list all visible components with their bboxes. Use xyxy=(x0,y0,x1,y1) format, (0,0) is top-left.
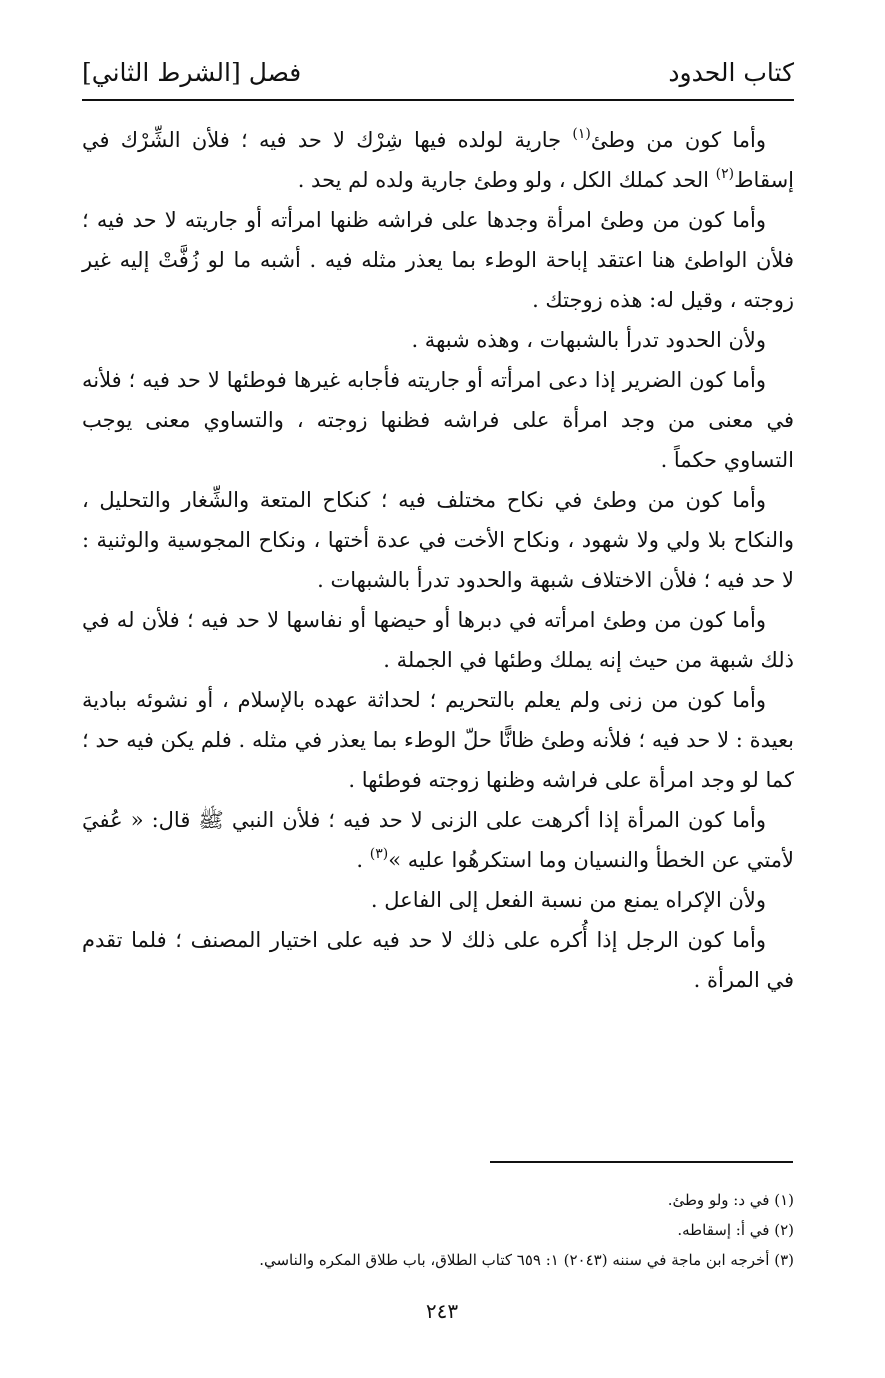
paragraph-4: وأما كون الضرير إذا دعى امرأته أو جاريته فأجابه غيرها فوطئها لا حد فيه ؛ فلأنه في معنى من وجد امرأة على فراشه فظنها زوجته ، والتساوي معنى يوجب التساوي حكماً . xyxy=(82,368,794,472)
paragraph-1-part-a: وأما كون من وطئ xyxy=(590,128,766,152)
page-number: ٢٤٣ xyxy=(425,1299,459,1323)
section-title: فصل [الشرط الثاني] xyxy=(82,58,302,87)
paragraph-3: ولأن الحدود تدرأ بالشبهات ، وهذه شبهة . xyxy=(411,328,766,352)
paragraph-8 xyxy=(82,800,794,880)
paragraph-1-part-b: جارية لولده فيها شِرْك لا حد فيه ؛ فلأن الشِّرْك في إسقاط xyxy=(82,128,794,192)
footnote-3: (٣) أخرجه ابن ماجة في سننه (٢٠٤٣) ١: ٦٥٩ كتاب الطلاق، باب طلاق المكره والناسي. xyxy=(259,1251,794,1269)
footnote-ref-2: (٢) xyxy=(715,166,735,182)
footnote-ref-1: (١) xyxy=(572,126,591,142)
paragraph-8-part-a: وأما كون المرأة إذا أكرهت على الزنى لا حد فيه ؛ فلأن النبي ﷺ قال: « عُفيَ لأمتي عن الخطأ والنسيان وما استكرهُوا عليه » xyxy=(82,808,794,872)
paragraph-2: وأما كون من وطئ امرأة وجدها على فراشه ظنها امرأته أو جاريته لا حد فيه ؛ فلأن الواطئ هنا اعتقد إباحة الوطء بما يعذر مثله فيه . أشبه ما لو زُفَّتْ إليه غير زوجته ، وقيل له: هذه زوجتك . xyxy=(82,208,794,312)
footnote-rule xyxy=(490,1161,793,1163)
paragraph-5: وأما كون من وطئ في نكاح مختلف فيه ؛ كنكاح المتعة والشِّغار والتحليل ، والنكاح بلا ولي ولا شهود ، ونكاح الأخت في عدة أختها ، ونكاح المجوسية والوثنية : لا حد فيه ؛ فلأن الاختلاف شبهة والحدود تدرأ بالشبهات . xyxy=(82,488,794,592)
footnote-1: (١) في د: ولو وطئ. xyxy=(667,1191,794,1209)
main-text xyxy=(82,120,794,1000)
paragraph-1 xyxy=(82,120,794,200)
paragraph-7: وأما كون من زنى ولم يعلم بالتحريم ؛ لحداثة عهده بالإسلام ، أو نشوئه ببادية بعيدة : لا حد فيه ؛ فلأنه وطئ ظانًّا حلّ الوطء بما يعذر في مثله . فلم يكن فيه حد ؛ كما لو وجد امرأة على فراشه وظنها زوجته فوطئها . xyxy=(82,688,794,792)
footnotes xyxy=(82,1185,794,1275)
running-header xyxy=(82,54,794,94)
paragraph-9: ولأن الإكراه يمنع من نسبة الفعل إلى الفاعل . xyxy=(370,888,766,912)
footnote-ref-3: (٣) xyxy=(369,846,389,862)
paragraph-6: وأما كون من وطئ امرأته في دبرها أو حيضها أو نفاسها لا حد فيه ؛ فلأن له في ذلك شبهة من حيث إنه يملك وطئها في الجملة . xyxy=(82,608,794,672)
paragraph-8-part-b: . xyxy=(356,848,370,872)
header-rule xyxy=(82,99,794,101)
paragraph-1-part-c: الحد كملك الكل ، ولو وطئ جارية ولده لم يحد . xyxy=(297,168,716,192)
footnote-2: (٢) في أ: إسقاطه. xyxy=(677,1221,794,1239)
book-title: كتاب الحدود xyxy=(668,58,794,87)
paragraph-10: وأما كون الرجل إذا أُكره على ذلك لا حد فيه على اختيار المصنف ؛ فلما تقدم في المرأة . xyxy=(82,928,794,992)
